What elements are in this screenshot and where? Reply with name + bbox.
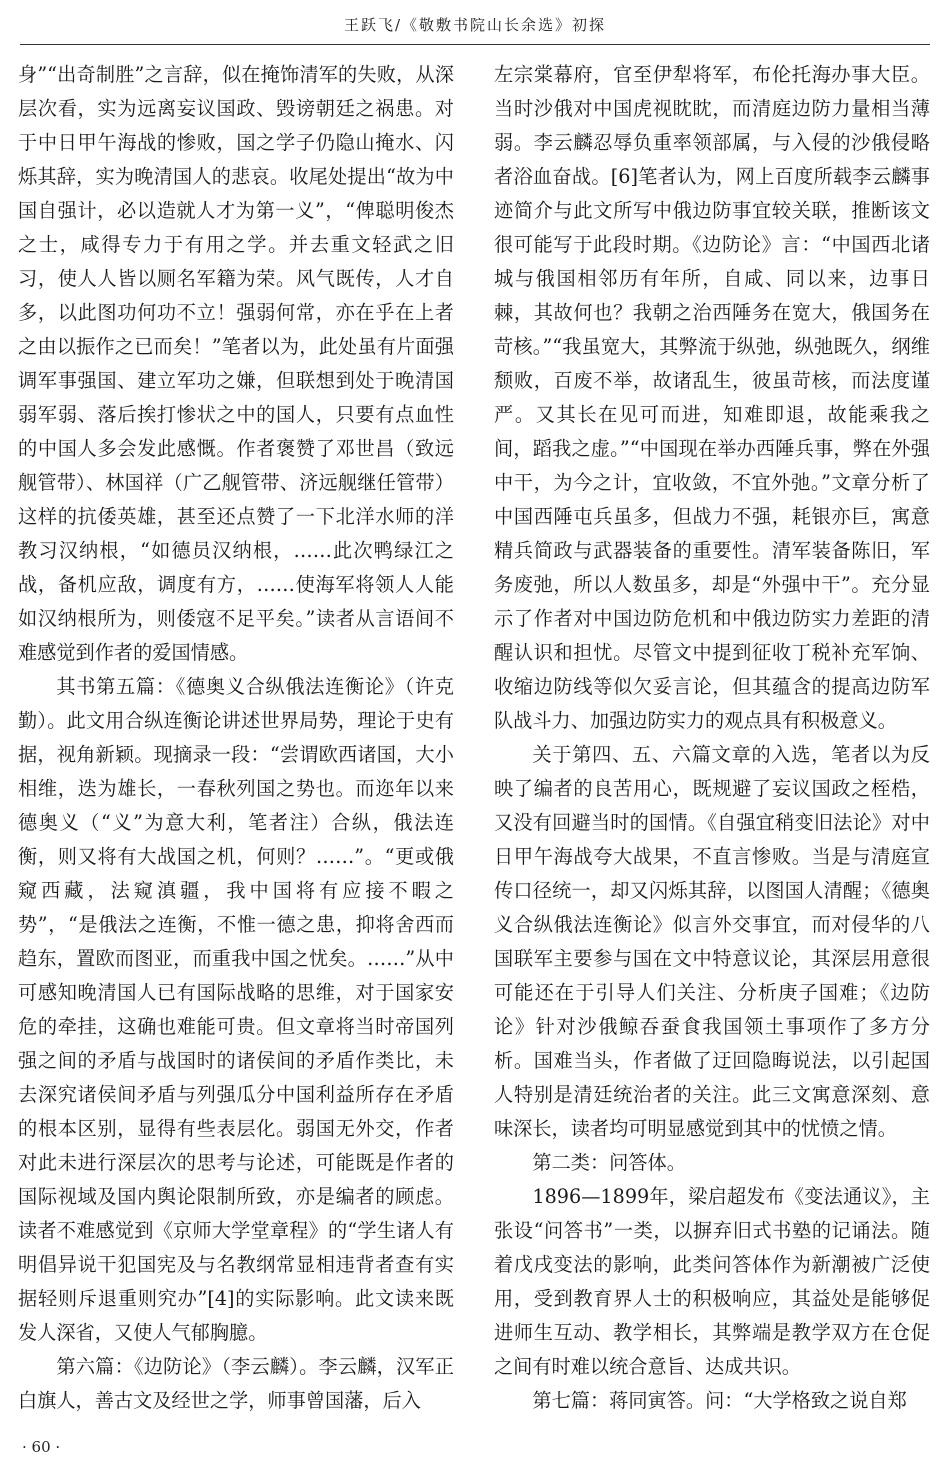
section-heading: 第二类：问答体。 [532, 1151, 686, 1174]
paragraph: 关于第四、五、六篇文章的入选，笔者以为反映了编者的良苦用心，既规避了妄议国政之桎梏，又没有回避当时的国情。《自强宜稍变旧法论》对中日甲午海战夸大战果，不直言惨败。当是与清庭宣传口径统一，却又闪烁其辞，以图国人清醒；《德奥义合纵俄法连衡论》似言外交事宜，而对侵华的八国联军主要参与国在文中特意议论，其深层用意很可能还在于引导人们关注、分析庚子国难；《边防论》针对沙俄鲸吞蚕食我国领土事项作了多方分析。国难当头，作者做了迂回隐晦说法，以引起国人特别是清廷统治者的关注。此三文寓意深刻、意味深长，读者均可明显感觉到其中的忧愤之情。 [494, 743, 930, 1140]
page-number: · 60 · [22, 1438, 61, 1456]
left-column [18, 58, 454, 1418]
paragraph: 左宗棠幕府，官至伊犁将军，布伦托海办事大臣。当时沙俄对中国虎视眈眈，而清庭边防力量相当薄弱。李云麟忍辱负重率领部属，与入侵的沙俄侵略者浴血奋战。[6]笔者认为，网上百度所载李云麟事迹简介与此文所写中俄边防事宜较关联，推断该文很可能写于此段时期。《边防论》言：“中国西北诸城与俄国相邻历有年所，自咸、同以来，边事日棘，其故何也？我朝之治西陲务在宽大，俄国务在苛核。”“我虽宽大，其弊流于纵弛，纵弛既久，纲维颓败，百废不举，故诸乱生，彼虽苛核，而法度谨严。又其长在见可而进，知难即退，故能乘我之间，蹈我之虚。”“中国现在举办西陲兵事，弊在外强中干，为今之计，宜收敛，不宜外弛。”文章分析了中国西陲屯兵虽多，但战力不强，耗银亦巨，寓意精兵简政与武器装备的重要性。清军装备陈旧，军务废弛，所以人数虽多，却是“外强中干”。充分显示了作者对中国边防危机和中俄边防实力差距的清醒认识和担忧。尽管文中提到征收丁税补充军饷、收缩边防线等似欠妥言论，但其蕴含的提高边防军队战斗力、加强边防实力的观点具有积极意义。 [494, 63, 930, 732]
paragraph: 其书第五篇：《德奥义合纵俄法连衡论》（许克勤）。此文用合纵连衡论讲述世界局势，理论于史有据，视角新颖。现摘录一段：“尝谓欧西诸国，大小相维，迭为雄长，一春秋列国之势也。而迩年以来德奥义（“义”为意大利，笔者注）合纵，俄法连衡，则又将有大战国之机，何则？……”。“更或俄窥西藏，法窥滇疆，我中国将有应接不暇之势”，“是俄法之连衡，不惟一德之患，抑将舍西而趋东，置欧而图亚，而重我中国之忧矣。……”从中可感知晚清国人已有国际战略的思维，对于国家安危的牵挂，这确也难能可贵。但文章将当时帝国列强之间的矛盾与战国时的诸侯间的矛盾作类比，未去深究诸侯间矛盾与列强瓜分中国利益所存在矛盾的根本区别，显得有些表层化。弱国无外交，作者对此未进行深层次的思考与论述，可能既是作者的国际视域及国内舆论限制所致，亦是编者的顾虑。读者不难感觉到《京师大学堂章程》的“学生诸人有明倡异说干犯国宪及与名教纲常显相违背者查有实据轻则斥退重则究办”[4]的实际影响。此文读来既发人深省，又使人气郁胸臆。 [18, 675, 454, 1344]
paragraph: 第七篇：蒋同寅答。问：“大学格致之说自郑 [532, 1389, 907, 1412]
header-divider [20, 44, 930, 45]
right-column [494, 58, 930, 1418]
paragraph: 1896—1899年，梁启超发布《变法通议》，主张设“问答书”一类，以摒弃旧式书塾的记诵法。随着戊戌变法的影响，此类问答体作为新潮被广泛使用，受到教育界人士的积极响应，其益处是能够促进师生互动、教学相长，其弊端是教学双方在仓促之间有时难以统合意旨、达成共识。 [494, 1185, 930, 1378]
running-header: 王跃飞/《敬敷书院山长余选》初探 [343, 16, 607, 34]
paragraph: 身”“出奇制胜”之言辞，似在掩饰清军的失败，从深层次看，实为远离妄议国政、毁谤朝廷之祸患。对于中日甲午海战的惨败，国之学子仍隐山掩水、闪烁其辞，实为晚清国人的悲哀。收尾处提出“故为中国自强计，必以造就人才为第一义”，“俾聪明俊杰之士，咸得专力于有用之学。并去重文轻武之旧习，使人人皆以厕名军籍为荣。风气既传，人才自多，以此图功何功不立！强弱何常，亦在乎在上者之由以振作之已而矣！”笔者以为，此处虽有片面强调军事强国、建立军功之嫌，但联想到处于晚清国弱军弱、落后挨打惨状之中的国人，只要有点血性的中国人多会发此感慨。作者褒赞了邓世昌（致远舰管带）、林国祥（广乙舰管带、济远舰继任管带）这样的抗倭英雄，甚至还点赞了一下北洋水师的洋教习汉纳根，“如德员汉纳根，……此次鸭绿江之战，备机应敌，调度有方，……使海军将领人人能如汉纳根所为，则倭寇不足平矣。”读者从言语间不难感觉到作者的爱国情感。 [18, 63, 454, 664]
paragraph: 第六篇：《边防论》（李云麟）。李云麟，汉军正白旗人，善古文及经世之学，师事曾国藩，后入 [18, 1355, 454, 1412]
